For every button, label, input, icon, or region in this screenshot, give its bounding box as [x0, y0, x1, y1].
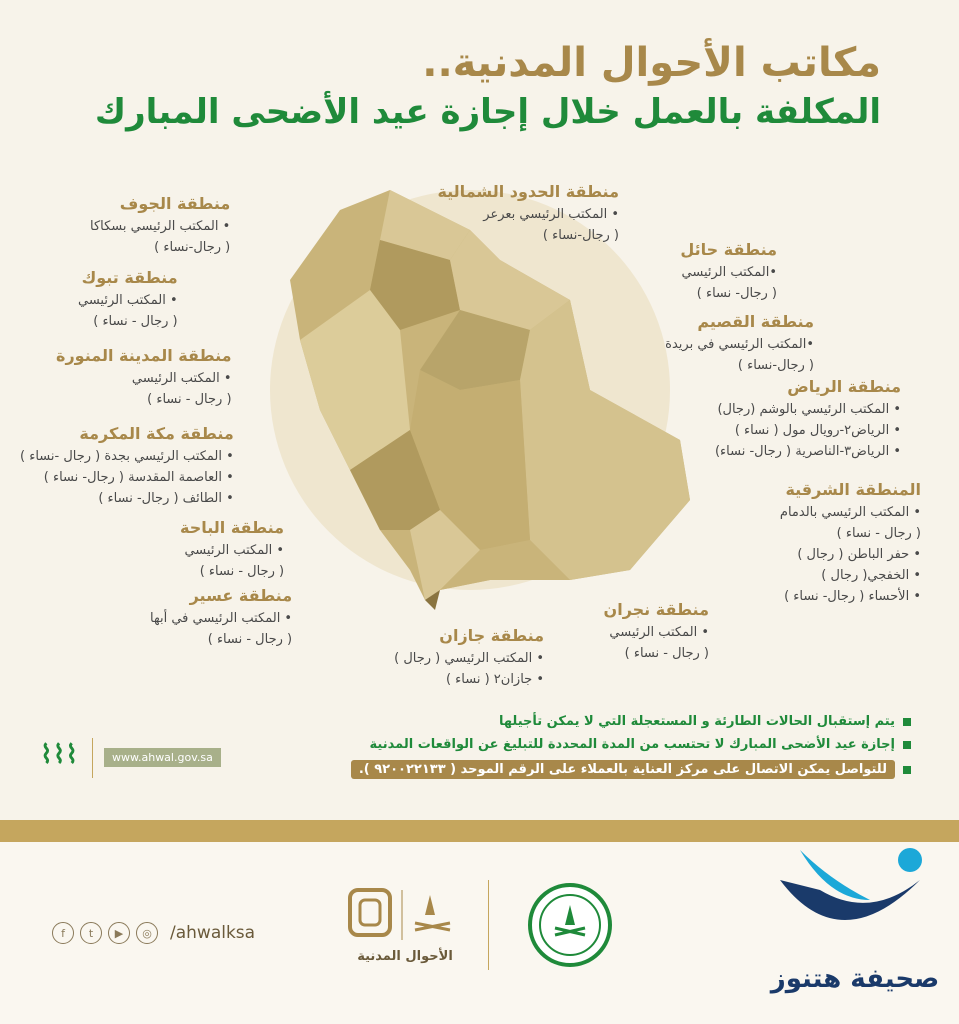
region-name: منطقة الرياض — [787, 377, 901, 396]
region-line: • الرياض٢-رويال مول ( نساء ) — [734, 423, 901, 438]
region-line: ( رجال - نساء ) — [199, 564, 285, 579]
region-line: • المكتب الرئيسي بعرعر — [483, 207, 619, 222]
region-line: • الخفجي( رجال ) — [821, 568, 921, 583]
region-name: منطقة القصيم — [697, 312, 814, 331]
divider — [92, 738, 93, 778]
region-name: منطقة نجران — [603, 600, 709, 619]
region-name: المنطقة الشرقية — [785, 480, 921, 499]
region-line: •المكتب الرئيسي في بريدة — [665, 337, 814, 352]
region-asir-info — [150, 584, 292, 650]
region-name: منطقة الجوف — [119, 194, 231, 213]
region-jouf-info — [90, 192, 230, 258]
region-line: • الأحساء ( رجال- نساء ) — [784, 589, 921, 604]
agency-name: الأحوال المدنية — [357, 949, 453, 964]
watermark-text: صحيفة هتنوز — [770, 964, 940, 994]
twitter-icon[interactable]: t — [80, 922, 102, 944]
region-line: • المكتب الرئيسي بالدمام — [779, 505, 921, 520]
region-madinah-info — [56, 344, 232, 410]
region-name: منطقة مكة المكرمة — [79, 424, 234, 443]
note-text: يتم إستقبال الحالات الطارئة و المستعجلة التي لا يمكن تأجيلها — [498, 714, 895, 729]
note-text: للتواصل يمكن الاتصال على مركز العناية بالعملاء على الرقم الموحد ( ٩٢٠٠٢٢١٣٣ ). — [351, 760, 895, 779]
gold-band — [0, 820, 959, 842]
region-makkah-info — [20, 422, 234, 509]
ministry-emblem-icon — [525, 880, 615, 970]
bullet-icon — [903, 741, 911, 749]
note-item — [351, 714, 911, 729]
region-line: • المكتب الرئيسي بالوشم (رجال) — [717, 402, 901, 417]
region-line: •المكتب الرئيسي — [681, 265, 777, 280]
region-line: • الطائف ( رجال- نساء ) — [98, 491, 234, 506]
region-line: ( رجال - نساء ) — [836, 526, 921, 541]
region-line: • العاصمة المقدسة ( رجال- نساء ) — [43, 470, 234, 485]
region-line: • المكتب الرئيسي في أبها — [150, 611, 293, 626]
notes-list — [351, 714, 911, 787]
region-hail-info — [680, 238, 777, 304]
bird-icon — [760, 840, 950, 960]
region-line: • حفر الباطن ( رجال ) — [797, 547, 921, 562]
facebook-icon[interactable]: f — [52, 922, 74, 944]
palm-swords-icon — [340, 885, 470, 945]
region-jazan-info — [394, 624, 544, 690]
region-line: ( رجال - نساء ) — [93, 314, 178, 329]
website-link[interactable]: www.ahwal.gov.sa — [104, 748, 221, 767]
region-riyadh-info — [715, 375, 901, 462]
region-name: منطقة تبوك — [81, 268, 178, 287]
region-line: ( رجال - نساء ) — [624, 646, 709, 661]
region-line: • الرياض٣-الناصرية ( رجال- نساء) — [714, 444, 901, 459]
social-links — [52, 922, 255, 944]
region-baha-info — [180, 516, 284, 582]
agency-logo — [340, 885, 470, 980]
bullet-icon — [903, 766, 911, 774]
watermark-logo — [760, 840, 950, 1010]
region-line: • المكتب الرئيسي — [131, 371, 232, 386]
region-name: منطقة حائل — [680, 240, 777, 259]
page-title: مكاتب الأحوال المدنية.. — [422, 40, 881, 86]
region-line: • المكتب الرئيسي — [609, 625, 709, 640]
region-line: ( رجال - نساء ) — [207, 632, 293, 647]
note-text: إجازة عيد الأضحى المبارك لا تحتسب من المدة المحددة للتبليغ عن الواقعات المدنية — [369, 737, 895, 752]
region-tabuk-info — [78, 266, 178, 332]
region-name: منطقة جازان — [439, 626, 544, 645]
instagram-icon[interactable]: ◎ — [136, 922, 158, 944]
region-line: • المكتب الرئيسي — [184, 543, 285, 558]
divider — [488, 880, 489, 970]
absher-logo: ⌇⌇⌇ — [40, 740, 79, 770]
region-line: ( رجال-نساء ) — [737, 358, 814, 373]
region-line: • المكتب الرئيسي ( رجال ) — [394, 651, 544, 666]
region-eastern-info — [780, 478, 921, 607]
region-line: • المكتب الرئيسي بجدة ( رجال -نساء ) — [20, 449, 234, 464]
region-qassim-info — [665, 310, 814, 376]
region-line: • المكتب الرئيسي بسكاكا — [90, 219, 231, 234]
region-name: منطقة الحدود الشمالية — [437, 182, 619, 201]
note-item — [351, 760, 911, 779]
page-subtitle: المكلفة بالعمل خلال إجازة عيد الأضحى المبارك — [94, 92, 881, 132]
region-line: ( رجال-نساء ) — [154, 240, 231, 255]
note-item — [351, 737, 911, 752]
region-name: منطقة الباحة — [180, 518, 285, 537]
region-line: ( رجال-نساء ) — [542, 228, 619, 243]
region-name: منطقة عسير — [189, 586, 293, 605]
youtube-icon[interactable]: ▶ — [108, 922, 130, 944]
bullet-icon — [903, 718, 911, 726]
region-name: منطقة المدينة المنورة — [56, 346, 232, 365]
region-line: • جازان٢ ( نساء ) — [445, 672, 544, 687]
region-line: • المكتب الرئيسي — [78, 293, 178, 308]
region-line: ( رجال - نساء ) — [147, 392, 232, 407]
social-handle[interactable]: /ahwalksa — [170, 923, 256, 943]
region-line: ( رجال- نساء ) — [696, 286, 777, 301]
region-northern-info — [437, 180, 619, 246]
region-najran-info — [604, 598, 709, 664]
